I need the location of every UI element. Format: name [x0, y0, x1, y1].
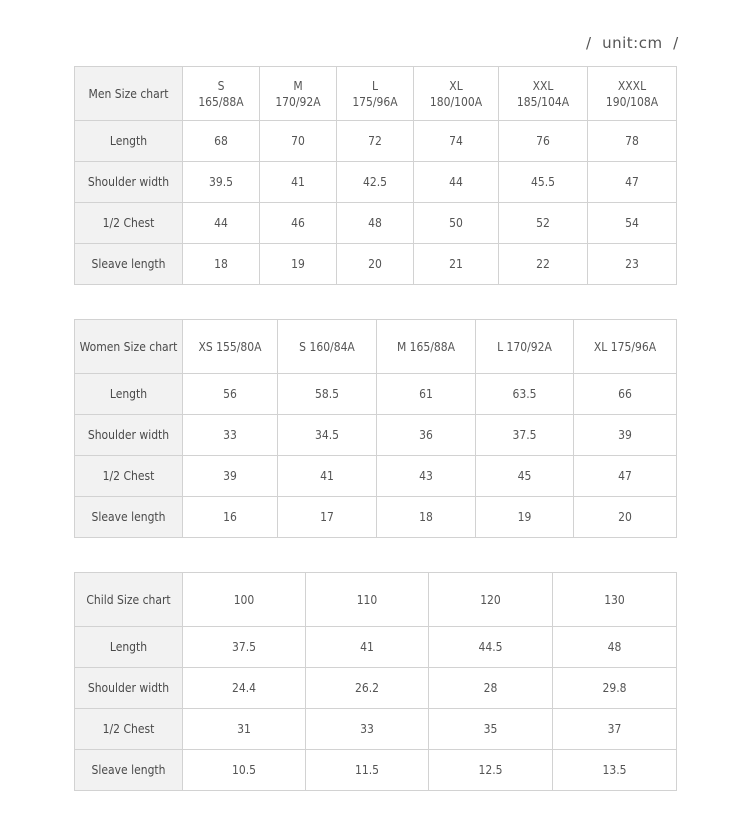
value-cell: 39 [183, 456, 278, 497]
value-cell: 10.5 [183, 750, 306, 791]
value-cell: 21 [414, 244, 499, 285]
value-cell: 47 [574, 456, 677, 497]
value-cell: 61 [377, 374, 476, 415]
size-name: XL [449, 78, 463, 93]
women-header-row [75, 320, 677, 374]
child-chart-title: Child Size chart [75, 573, 183, 627]
value-cell: 66 [574, 374, 677, 415]
value-cell: 28 [429, 668, 553, 709]
value-cell: 58.5 [278, 374, 377, 415]
men-row-length [75, 121, 677, 162]
women-row-length [75, 374, 677, 415]
child-row-sleeve-length [75, 750, 677, 791]
value-cell: 11.5 [306, 750, 429, 791]
child-size-header: 120 [429, 573, 553, 627]
row-label: 1/2 Chest [75, 456, 183, 497]
value-cell: 36 [377, 415, 476, 456]
size-spec: 170/92A [275, 94, 321, 109]
women-size-header: S 160/84A [278, 320, 377, 374]
value-cell: 20 [337, 244, 414, 285]
women-size-header: XS 155/80A [183, 320, 278, 374]
men-row-shoulder-width [75, 162, 677, 203]
women-row-half-chest [75, 456, 677, 497]
value-cell: 37.5 [183, 627, 306, 668]
row-label: Shoulder width [75, 668, 183, 709]
women-size-table [74, 319, 677, 538]
value-cell: 76 [499, 121, 588, 162]
value-cell: 39.5 [183, 162, 260, 203]
value-cell: 19 [476, 497, 574, 538]
size-name: L [371, 78, 378, 93]
value-cell: 20 [574, 497, 677, 538]
men-size-header [414, 67, 499, 121]
value-cell: 44.5 [429, 627, 553, 668]
value-cell: 74 [414, 121, 499, 162]
value-cell: 12.5 [429, 750, 553, 791]
child-row-length [75, 627, 677, 668]
men-size-header [588, 67, 677, 121]
row-label: Shoulder width [75, 415, 183, 456]
value-cell: 23 [588, 244, 677, 285]
row-label: Length [75, 121, 183, 162]
value-cell: 54 [588, 203, 677, 244]
value-cell: 48 [553, 627, 677, 668]
value-cell: 43 [377, 456, 476, 497]
value-cell: 35 [429, 709, 553, 750]
men-size-header [260, 67, 337, 121]
value-cell: 37 [553, 709, 677, 750]
women-chart-title: Women Size chart [75, 320, 183, 374]
child-size-table [74, 572, 677, 791]
row-label: 1/2 Chest [75, 709, 183, 750]
value-cell: 17 [278, 497, 377, 538]
value-cell: 42.5 [337, 162, 414, 203]
size-name: XXXL [617, 78, 647, 93]
value-cell: 56 [183, 374, 278, 415]
value-cell: 45 [476, 456, 574, 497]
women-row-shoulder-width [75, 415, 677, 456]
women-size-header: XL 175/96A [574, 320, 677, 374]
value-cell: 29.8 [553, 668, 677, 709]
row-label: Sleave length [75, 244, 183, 285]
child-row-half-chest [75, 709, 677, 750]
women-row-sleeve-length [75, 497, 677, 538]
size-name: S [217, 78, 225, 93]
size-spec: 165/88A [198, 94, 244, 109]
value-cell: 18 [183, 244, 260, 285]
value-cell: 46 [260, 203, 337, 244]
value-cell: 50 [414, 203, 499, 244]
size-spec: 185/104A [516, 94, 570, 109]
value-cell: 33 [306, 709, 429, 750]
value-cell: 47 [588, 162, 677, 203]
value-cell: 22 [499, 244, 588, 285]
value-cell: 33 [183, 415, 278, 456]
row-label: 1/2 Chest [75, 203, 183, 244]
men-size-header [183, 67, 260, 121]
child-size-header: 130 [553, 573, 677, 627]
size-spec: 180/100A [429, 94, 483, 109]
women-size-header: M 165/88A [377, 320, 476, 374]
value-cell: 52 [499, 203, 588, 244]
value-cell: 16 [183, 497, 278, 538]
value-cell: 44 [183, 203, 260, 244]
child-size-header: 110 [306, 573, 429, 627]
row-label: Shoulder width [75, 162, 183, 203]
men-size-table [74, 66, 677, 285]
size-name: XXL [532, 78, 554, 93]
value-cell: 44 [414, 162, 499, 203]
value-cell: 48 [337, 203, 414, 244]
value-cell: 31 [183, 709, 306, 750]
value-cell: 34.5 [278, 415, 377, 456]
value-cell: 39 [574, 415, 677, 456]
men-chart-title: Men Size chart [75, 67, 183, 121]
value-cell: 72 [337, 121, 414, 162]
child-header-row [75, 573, 677, 627]
men-size-header [499, 67, 588, 121]
size-spec: 190/108A [605, 94, 659, 109]
value-cell: 63.5 [476, 374, 574, 415]
row-label: Length [75, 374, 183, 415]
value-cell: 78 [588, 121, 677, 162]
row-label: Length [75, 627, 183, 668]
value-cell: 41 [260, 162, 337, 203]
value-cell: 68 [183, 121, 260, 162]
men-row-half-chest [75, 203, 677, 244]
value-cell: 41 [278, 456, 377, 497]
men-size-header [337, 67, 414, 121]
value-cell: 45.5 [499, 162, 588, 203]
value-cell: 19 [260, 244, 337, 285]
women-size-header: L 170/92A [476, 320, 574, 374]
child-size-header: 100 [183, 573, 306, 627]
value-cell: 24.4 [183, 668, 306, 709]
row-label: Sleave length [75, 497, 183, 538]
men-header-row [75, 67, 677, 121]
size-spec: 175/96A [352, 94, 398, 109]
unit-label: / unit:cm / [586, 34, 679, 52]
value-cell: 18 [377, 497, 476, 538]
value-cell: 13.5 [553, 750, 677, 791]
size-name: M [293, 78, 303, 93]
value-cell: 26.2 [306, 668, 429, 709]
men-row-sleeve-length [75, 244, 677, 285]
row-label: Sleave length [75, 750, 183, 791]
value-cell: 37.5 [476, 415, 574, 456]
value-cell: 70 [260, 121, 337, 162]
value-cell: 41 [306, 627, 429, 668]
child-row-shoulder-width [75, 668, 677, 709]
